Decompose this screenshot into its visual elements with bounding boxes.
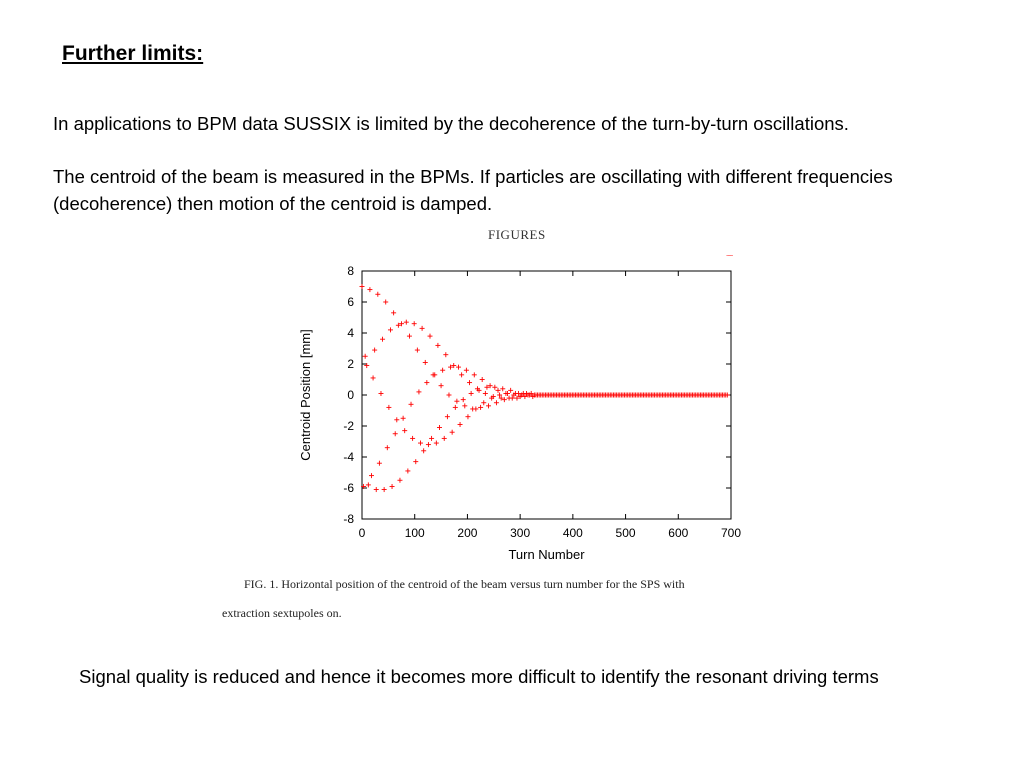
data-point xyxy=(416,389,421,394)
slide-title: Further limits: xyxy=(62,42,204,65)
data-point xyxy=(366,482,371,487)
data-point xyxy=(453,405,458,410)
data-point xyxy=(459,372,464,377)
data-point xyxy=(439,383,444,388)
data-point xyxy=(426,442,431,447)
x-tick-label: 200 xyxy=(457,526,478,540)
y-axis-title: Centroid Position [mm] xyxy=(298,329,313,461)
x-tick-label: 600 xyxy=(668,526,689,540)
data-point xyxy=(418,441,423,446)
data-point xyxy=(386,405,391,410)
data-point xyxy=(465,414,470,419)
caption-line-1: FIG. 1. Horizontal position of the centroid of the beam versus turn number for the SPS with xyxy=(244,577,685,591)
data-point xyxy=(500,386,505,391)
data-point xyxy=(402,428,407,433)
data-point xyxy=(378,391,383,396)
axis-ticks xyxy=(343,264,741,540)
data-point xyxy=(480,377,485,382)
data-point xyxy=(360,284,365,289)
x-axis-title: Turn Number xyxy=(508,547,585,562)
data-point xyxy=(383,300,388,305)
x-tick-label: 300 xyxy=(510,526,531,540)
data-point xyxy=(486,403,491,408)
paragraph-signal-quality: Signal quality is reduced and hence it becomes more difficult to identify the resonant driving terms xyxy=(79,666,879,687)
data-point xyxy=(461,397,466,402)
data-point xyxy=(413,459,418,464)
data-point xyxy=(367,287,372,292)
data-point xyxy=(458,422,463,427)
data-point xyxy=(394,417,399,422)
data-point xyxy=(409,402,414,407)
data-point xyxy=(423,360,428,365)
data-point xyxy=(473,406,478,411)
data-point xyxy=(429,436,434,441)
data-point xyxy=(434,441,439,446)
x-tick-label: 100 xyxy=(404,526,425,540)
y-tick-label: 6 xyxy=(347,295,354,309)
data-point xyxy=(371,375,376,380)
data-point xyxy=(494,400,499,405)
data-point xyxy=(401,416,406,421)
data-point xyxy=(462,403,467,408)
data-point xyxy=(377,461,382,466)
data-point xyxy=(421,448,426,453)
figure-caption xyxy=(222,570,862,628)
y-tick-label: -4 xyxy=(343,450,354,464)
data-point xyxy=(442,436,447,441)
data-points xyxy=(360,255,733,492)
data-point xyxy=(407,334,412,339)
data-point xyxy=(412,321,417,326)
data-point xyxy=(496,388,501,393)
data-point xyxy=(391,310,396,315)
data-point xyxy=(404,320,409,325)
data-point xyxy=(446,393,451,398)
y-tick-label: 8 xyxy=(347,264,354,278)
data-point xyxy=(437,425,442,430)
data-point xyxy=(372,348,377,353)
data-point xyxy=(380,337,385,342)
data-point xyxy=(374,487,379,492)
data-point xyxy=(440,368,445,373)
data-point xyxy=(467,380,472,385)
x-tick-label: 0 xyxy=(358,526,366,540)
y-tick-label: -2 xyxy=(343,419,354,433)
data-point xyxy=(464,368,469,373)
y-tick-label: 4 xyxy=(347,326,354,340)
data-point xyxy=(375,292,380,297)
data-point xyxy=(428,334,433,339)
data-point xyxy=(382,487,387,492)
data-point xyxy=(435,343,440,348)
y-tick-label: 0 xyxy=(347,388,354,402)
data-point xyxy=(393,431,398,436)
data-point xyxy=(450,430,455,435)
data-point xyxy=(508,388,513,393)
data-point xyxy=(483,391,488,396)
data-point xyxy=(492,385,497,390)
data-point xyxy=(388,327,393,332)
data-point xyxy=(397,478,402,483)
x-tick-label: 700 xyxy=(720,526,742,540)
centroid-scatter-chart xyxy=(290,255,750,565)
data-point xyxy=(405,468,410,473)
figure-heading: FIGURES xyxy=(488,227,546,242)
data-point xyxy=(481,400,486,405)
data-point xyxy=(456,365,461,370)
paragraph-centroid-damping: The centroid of the beam is measured in the BPMs. If particles are oscillating with different frequencies (decoherence) then motion of the centroid is damped. xyxy=(53,166,893,214)
data-point xyxy=(420,326,425,331)
y-tick-label: 2 xyxy=(347,357,354,371)
data-point xyxy=(410,436,415,441)
data-point xyxy=(369,473,374,478)
y-tick-label: -6 xyxy=(343,481,354,495)
data-point xyxy=(472,372,477,377)
data-point xyxy=(415,348,420,353)
caption-line-2: extraction sextupoles on. xyxy=(222,606,342,620)
y-tick-label: -8 xyxy=(343,512,354,526)
data-point xyxy=(443,352,448,357)
data-point xyxy=(424,380,429,385)
data-point xyxy=(385,445,390,450)
data-point xyxy=(390,484,395,489)
x-tick-label: 400 xyxy=(562,526,583,540)
data-point xyxy=(469,391,474,396)
data-point xyxy=(478,405,483,410)
data-point xyxy=(363,354,368,359)
data-point xyxy=(454,399,459,404)
paragraph-decoherence-limit: In applications to BPM data SUSSIX is limited by the decoherence of the turn-by-turn oscillations. xyxy=(53,113,849,134)
x-tick-label: 500 xyxy=(615,526,636,540)
data-point xyxy=(445,414,450,419)
